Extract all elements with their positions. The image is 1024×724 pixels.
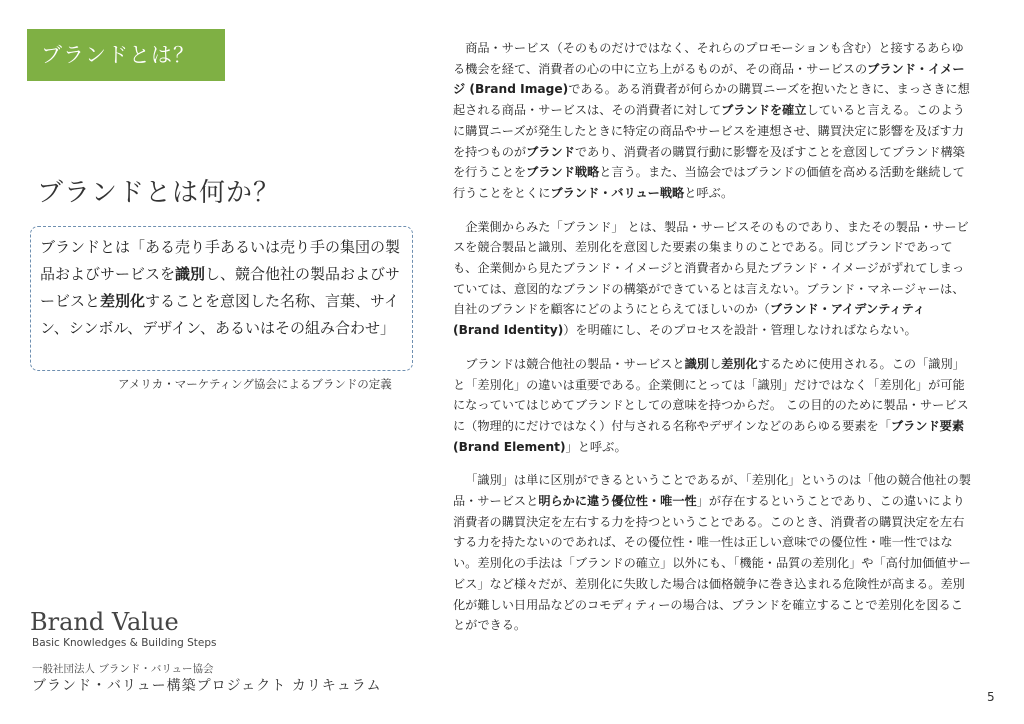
emphasis-text: 差別化 — [721, 356, 758, 371]
page-title: ブランドとは何か？ — [37, 178, 281, 208]
emphasis-text: ブランド — [526, 144, 575, 159]
text-run: であり、消費者の購買行動に影響を及ぼすことを意図してブランド構築を行うことを — [453, 144, 965, 180]
text-run: ブランドは競合他社の製品・サービスと — [465, 356, 685, 371]
body-text — [453, 38, 971, 649]
body-paragraph — [453, 470, 971, 636]
brand-logo-title: Brand Value — [30, 608, 179, 636]
definition-box — [30, 226, 413, 371]
emphasis-text: 識別 — [684, 356, 709, 371]
emphasis-text: ブランド戦略 — [526, 165, 600, 180]
text-run: 」が存在するということであり、この違いにより消費者の購買決定を左右する力を持つということである。このとき、消費者の購買決定を左右する力を持たないのであれば、その優位性・唯一性は正しい意味での優位性・唯一性ではない。差別化の手法は「ブランドの確立」以外にも、「機能・品質の差別化」や「高付加価値サービス」など様々だが、差別化に失敗した場合は価格競争に巻き込まれる危険性が高まる。差別化が難しい日用品などのコモディティーの場合は、ブランドを確立することで差別化を図ることができる。 — [453, 494, 971, 633]
definition-caption: アメリカ・マーケティング協会によるブランドの定義 — [118, 377, 392, 391]
emphasis-text: ブランド要素 (Brand Element) — [453, 418, 965, 454]
organization-name: 一般社団法人 ブランド・バリュー協会 — [32, 663, 214, 675]
text-run: である。ある消費者が何らかの購買ニーズを抱いたときに、まっさきに想起される商品・サービスは、その消費者に対して — [453, 82, 970, 118]
body-paragraph — [453, 217, 971, 341]
text-run: することを意図した名称、言葉、サイン、シンボル、デザイン、あるいはその組み合わせ」 — [40, 292, 399, 337]
text-run: と言う。また、当協会ではブランドの価値を高める活動を継続して行うことをとくに — [453, 165, 965, 200]
text-run: と呼ぶ。 — [684, 185, 734, 200]
text-run: 企業側からみた「ブランド」 とは、製品・サービスそのものであり、またその製品・サービスを競合製品と識別、差別化を意図した要素の集まりのことである。同じブランドであっても、企業側から見たブランド・イメージと消費者から見たブランド・イメージがずれてしまっていては、意図的なブランドの構築ができているとは言えない。ブランド・マネージャーは、自社のブランドを顧客にどのようにとらえてほしいのか（ — [453, 219, 969, 317]
text-run: ブランドとは「ある売り手あるいは売り手の集団の製品およびサービスを — [40, 238, 401, 283]
text-run: し — [708, 356, 722, 371]
body-paragraph — [453, 38, 971, 204]
text-run: していると言える。このように購買ニーズが発生したときに特定の商品やサービスを連想させ、購買決定に影響を及ぼす力を持つものが — [453, 103, 965, 159]
emphasis-text: 明らかに違う優位性・唯一性 — [538, 494, 697, 509]
brand-subtitle: Basic Knowledges & Building Steps — [32, 637, 217, 649]
emphasis-text: 識別 — [175, 265, 206, 283]
text-run: 「識別」は単に区別ができるということであるが、「差別化」というのは「他の競合他社の製品・サービスと — [453, 473, 971, 509]
page-number: 5 — [987, 690, 995, 704]
text-run: 」と呼ぶ。 — [565, 439, 627, 454]
project-name: ブランド・バリュー構築プロジェクト カリキュラム — [32, 678, 382, 694]
text-run: ）を明確にし、そのプロセスを設計・管理しなければならない。 — [563, 323, 917, 338]
emphasis-text: ブランド・イメージ (Brand Image) — [453, 61, 965, 97]
body-paragraph — [453, 354, 971, 458]
text-run: し、競合他社の製品およびサービスと — [40, 265, 401, 310]
section-tag: ブランドとは？ — [27, 29, 225, 81]
emphasis-text: ブランド・バリュー戦略 — [550, 185, 685, 200]
emphasis-text: ブランドを確立 — [721, 103, 807, 118]
text-run: 商品・サービス（そのものだけではなく、それらのプロモーションも含む）と接するあらゆる機会を経て、消費者の心の中に立ち上がるものが、その商品・サービスの — [453, 41, 964, 76]
emphasis-text: ブランド・アイデンティティ (Brand Identity) — [453, 302, 926, 338]
text-run: するために使用される。この「識別」と「差別化」の違いは重要である。企業側にとっては「識別」だけではなく「差別化」が可能になっていてはじめてブランドとしての意味を持つからだ。 この目的のために製品・サービスに（物理的にだけではなく）付与される名称やデザインなどのあらゆる要素を「 — [453, 356, 969, 433]
emphasis-text: 差別化 — [100, 292, 146, 310]
